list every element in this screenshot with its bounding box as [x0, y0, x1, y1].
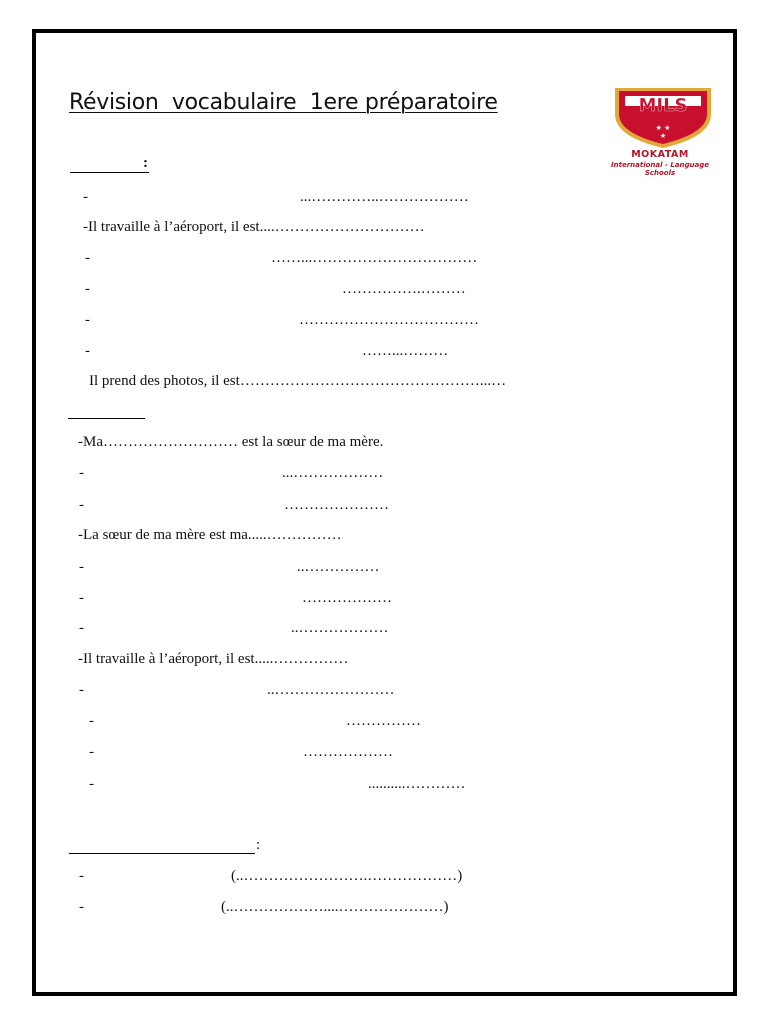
logo-subtitle: International - Language Schools: [611, 161, 709, 177]
list-item: -Il travaille à l’aéroport, il est....…………………………: [83, 219, 425, 235]
list-item-dash: -: [89, 713, 94, 729]
list-item: …………………: [284, 497, 389, 513]
list-item-dash: -: [83, 189, 88, 205]
logo-name: MOKATAM: [631, 149, 689, 160]
list-item: -Il travaille à l’aéroport, il est.....……………: [78, 651, 349, 667]
list-item-dash: -: [79, 465, 84, 481]
list-item-dash: -: [79, 559, 84, 575]
list-item-dash: -: [85, 312, 90, 328]
list-item-dash: -: [79, 868, 84, 884]
logo-badge-text: MILS: [638, 95, 688, 116]
list-item-dash: -: [89, 776, 94, 792]
list-item-dash: -: [79, 590, 84, 606]
list-item: -Ma……………………… est la sœur de ma mère.: [78, 434, 384, 450]
list-item: ………………: [303, 744, 393, 760]
section-heading-colon: :: [143, 155, 148, 171]
page-title: Révision vocabulaire 1ere préparatoire: [69, 90, 498, 115]
star-icon: ★: [659, 132, 667, 140]
list-item: -La sœur de ma mère est ma.....……………: [78, 527, 342, 543]
list-item-dash: -: [85, 250, 90, 266]
list-item: ..……………: [297, 559, 380, 575]
list-item-dash: -: [79, 682, 84, 698]
list-item: ………………………………: [299, 312, 479, 328]
section-heading-blank: [70, 172, 149, 173]
list-item-dash: -: [79, 620, 84, 636]
list-item: ..……………………: [267, 682, 395, 698]
list-item-dash: -: [79, 497, 84, 513]
section-heading-colon: :: [256, 837, 261, 853]
list-item: ……...……………………………: [271, 250, 478, 266]
list-item: ………………: [302, 590, 392, 606]
list-item: (..………………....…………………): [221, 899, 449, 915]
list-item-dash: -: [85, 343, 90, 359]
list-item: ...…………..………………: [300, 189, 469, 205]
list-item: ..………………: [291, 620, 389, 636]
shield-icon: [589, 84, 731, 150]
section-heading-blank: [69, 853, 255, 854]
list-item-dash: -: [89, 744, 94, 760]
list-item: ……...………: [362, 343, 449, 359]
star-icon: ★ ★: [655, 124, 671, 132]
list-item: ……………: [346, 713, 421, 729]
school-logo: [589, 84, 731, 184]
list-item-dash: -: [79, 899, 84, 915]
list-item: …………….………: [342, 281, 466, 297]
list-item: ...………………: [282, 465, 384, 481]
list-item: ..........…………: [368, 776, 466, 792]
list-item: Il prend des photos, il est…………………………………………...…: [89, 373, 507, 389]
list-item: (..…………………….………………): [231, 868, 463, 884]
list-item-dash: -: [85, 281, 90, 297]
section-heading-blank: [68, 418, 145, 419]
